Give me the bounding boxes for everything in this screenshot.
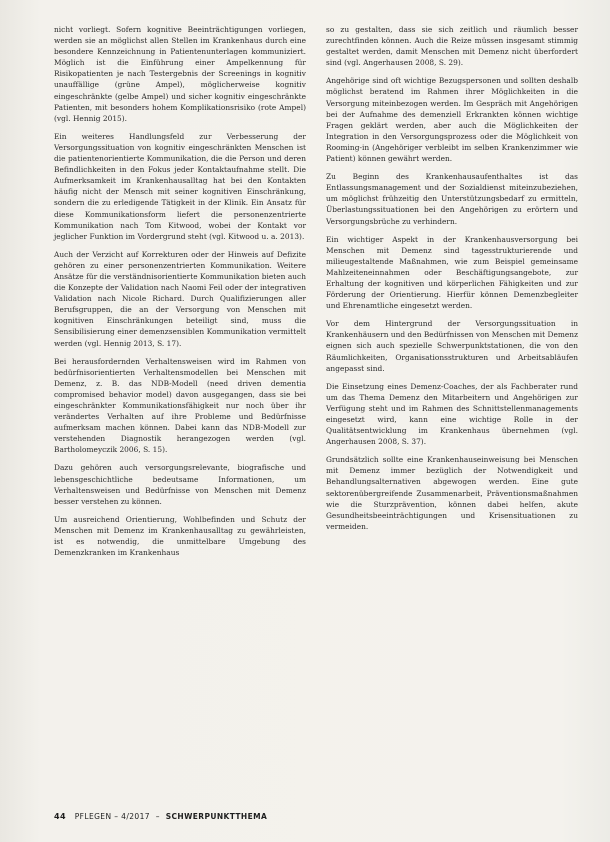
page-footer (54, 812, 574, 821)
paragraph: Zu Beginn des Krankenhausaufenthaltes ist das Entlassungsmanagement und der Sozialdienst miteinzubeziehen, um möglichst frühzeitig den Unterstützungsbedarf zu ermitteln, Überlastungssituationen bei den Angehörigen zu erörtern und Versorgungsbrüche zu verhindern. (326, 172, 578, 226)
paragraph: Bei herausfordernden Verhaltensweisen wird im Rahmen von bedürfnisorientierten Verhaltensmodellen bei Menschen mit Demenz, z. B. das NDB-Modell (need driven dementia compromised behavior model) davon ausgegangen, dass sie bei eingeschränkter Kommunikationsfähigkeit nur noch über ihr verändertes Verhalten auf ihre Probleme und Bedürfnisse aufmerksam machen können. Dabei kann das NDB-Modell zur verstehenden Diagnostik herangezogen werden (vgl. Bartholomeyczik 2006, S. 15). (54, 356, 306, 455)
paragraph: Um ausreichend Orientierung, Wohlbefinden und Schutz der Menschen mit Demenz im Krankenhausalltag zu gewährleisten, ist es notwendig, die unmittelbare Umgebung des Demenzkranken im Krankenhaus (54, 514, 306, 558)
paragraph: Vor dem Hintergrund der Versorgungssituation in Krankenhäusern und den Bedürfnissen von Menschen mit Demenz eignen sich auch spezielle Schwerpunktstationen, die von den Räumlichkeiten, Organisationsstrukturen und Arbeitsabläufen angepasst sind. (326, 319, 578, 373)
paragraph: nicht vorliegt. Sofern kognitive Beeinträchtigungen vorliegen, werden sie an möglichst allen Stellen im Krankenhaus durch eine besondere Kennzeichnung in Patientenunterlagen kommuniziert. Möglich ist die Einführung einer Ampelkennung für Risikopatienten je nach Testergebnis der Screenings in kognitiv unauffällige (grüne Ampel), möglicherweise kognitiv eingeschränkte (gelbe Ampel) und sicher kognitiv eingeschränkte Patienten, mit besonders hohem Komplikationsrisiko (rote Ampel) (vgl. Hennig 2015). (54, 25, 306, 123)
paragraph: Die Einsetzung eines Demenz-Coaches, der als Fachberater rund um das Thema Demenz den Mitarbeitern und Angehörigen zur Verfügung steht und im Rahmen des Schnittstellenmanagements eingesetzt wird, kann eine wichtige Rolle in der Qualitätsentwicklung im Krankenhaus übernehmen (vgl. Angerhausen 2008, S. 37). (326, 381, 578, 447)
paragraph: Ein wichtiger Aspekt in der Krankenhausversorgung bei Menschen mit Demenz sind tagesstrukturierende und milieugestaltende Maßnahmen, wie zum Beispiel gemeinsame Mahlzeiteneinnahmen oder Beschäftigungsangebote, zur Erhaltung der kognitiven und körperlichen Fähigkeiten und zur Förderung der Orientierung. Hierfür können Demenzbegleiter und Ehrenamtliche eingesetzt werden. (326, 234, 578, 311)
paragraph: Angehörige sind oft wichtige Bezugspersonen und sollten deshalb möglichst beratend im Rahmen ihrer Möglichkeiten in die Versorgung miteinbezogen werden. Im Gespräch mit Angehörigen bei der Aufnahme des demenziell Erkrankten können wichtige Fragen geklärt werden, aber auch die Möglichkeiten der Integration in den Versorgungsprozess oder die Möglichkeit von Rooming-in (Angehöriger verbleibt im selben Krankenzimmer wie Patient) können gewährt werden. (326, 76, 578, 164)
paragraph: Ein weiteres Handlungsfeld zur Verbesserung der Versorgungssituation von kognitiv eingeschränkten Menschen ist die patientenorientierte Kommunikation, die die Person und deren Befindlichkeiten in den Fokus jeder Kontaktaufnahme stellt. Die Aufmerksamkeit im Krankenhausalltag hat bei den Kontakten häufig nicht der Mensch mit seiner kognitiven Einschränkung, sondern die zu erledigende Tätigkeit in der Klinik. Ein Ansatz für diese Kommunikationsform liefert die personenzentrierte Kommunikation nach Tom Kitwood, wobei der Kontakt vor jeglicher Funktion im Vordergrund steht (vgl. Kitwood u. a. 2013). (54, 131, 306, 241)
page-number: 44 (54, 812, 66, 821)
paragraph: Auch der Verzicht auf Korrekturen oder der Hinweis auf Defizite gehören zu einer personenzentrierten Kommunikation. Weitere Ansätze für die verständnisorientierte Kommunikation bieten auch die Konzepte der Validation nach Naomi Feil oder der integrativen Validation nach Nicole Richard. Durch Qualifizierungen aller Berufsgruppen, die an der Versorgung von Menschen mit kognitiven Einschränkungen beteiligt sind, muss die Sensibilisierung einer demenzsensiblen Kommunikation vermittelt werden (vgl. Hennig 2013, S. 17). (54, 249, 306, 348)
paragraph: Dazu gehören auch versorgungsrelevante, biografische und lebensgeschichtliche bedeutsame Informationen, um Verhaltensweisen und Bedürfnisse von Menschen mit Demenz besser verstehen zu können. (54, 463, 306, 506)
paragraph: so zu gestalten, dass sie sich zeitlich und räumlich besser zurechtfinden können. Auch die Reize müssen insgesamt stimmig gestaltet werden, damit Menschen mit Demenz nicht überfordert sind (vgl. Angerhausen 2008, S. 29). (326, 25, 578, 68)
footer-separator: – (155, 812, 160, 821)
paragraph: Grundsätzlich sollte eine Krankenhauseinweisung bei Menschen mit Demenz immer bezüglich der Notwendigkeit und Behandlungsalternativen abgewogen werden. Eine gute sektorenübergreifende Zusammenarbeit, Präventionsmaßnahmen wie die Sturzprävention, können dabei helfen, akute Gesundheitsbeeinträchtigungen und Krisensituationen zu vermeiden. (326, 455, 578, 531)
left-column (54, 24, 306, 565)
section-title: SCHWERPUNKTTHEMA (165, 812, 268, 821)
right-column (326, 24, 578, 539)
magazine-issue: PFLEGEN – 4/2017 (74, 812, 150, 821)
